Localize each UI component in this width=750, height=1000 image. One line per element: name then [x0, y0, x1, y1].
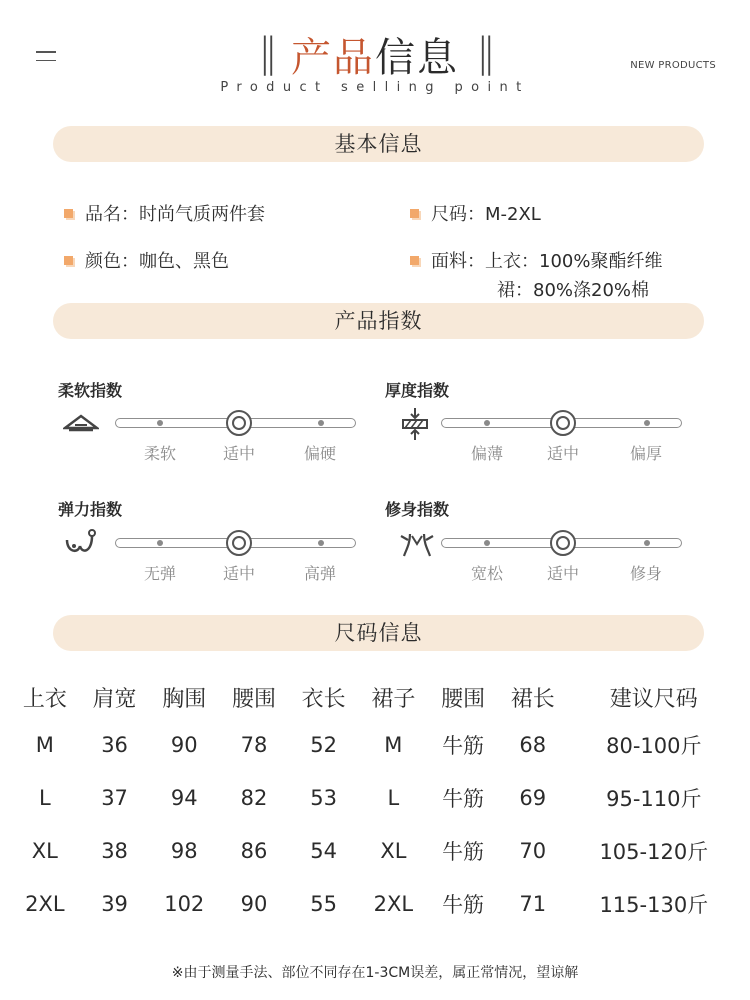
table-cell: 52 [310, 732, 338, 757]
index-dot [484, 420, 490, 426]
index-dot [644, 540, 650, 546]
table-cell: 55 [310, 891, 338, 916]
info-fabric [410, 247, 662, 273]
index-label: 偏厚 [629, 444, 662, 463]
table-cell: 80-100斤 [606, 733, 702, 758]
info-name-text: 品名：时尚气质两件套 [85, 204, 265, 225]
page-subtitle: Product selling point [220, 80, 530, 95]
table-cell: 38 [101, 838, 128, 863]
table-cell: 98 [170, 838, 198, 863]
table-cell: 82 [240, 785, 268, 810]
index-label: 柔软 [143, 444, 176, 463]
bullet-icon [410, 209, 419, 218]
header-skirt-waist: 腰围 [441, 686, 486, 712]
size-table-header [10, 676, 740, 718]
section-product-index: 产品指数 [53, 303, 704, 339]
info-color-text: 颜色：咖色、黑色 [85, 251, 229, 272]
size-table [10, 676, 740, 930]
table-cell: 37 [101, 785, 128, 810]
table-cell: L [39, 785, 51, 810]
header-top: 上衣 [22, 686, 67, 712]
table-row [10, 877, 740, 930]
table-cell: 36 [101, 732, 128, 757]
thickness-icon [400, 406, 430, 442]
page-title [0, 26, 750, 83]
index-label: 适中 [546, 444, 579, 463]
header-bust: 胸围 [162, 686, 207, 712]
table-cell: 90 [240, 891, 268, 916]
index-dot [157, 420, 163, 426]
table-cell: M [384, 732, 403, 757]
index-dot [644, 420, 650, 426]
table-cell: 牛筋 [442, 892, 485, 917]
info-fabric-text: 面料：上衣：100%聚酯纤维 [431, 251, 663, 272]
table-cell: XL [380, 838, 407, 863]
index-marker-elastic [226, 530, 252, 556]
table-cell: 105-120斤 [599, 839, 709, 864]
index-label: 宽松 [470, 564, 503, 583]
index-dot [318, 540, 324, 546]
index-title-elastic: 弹力指数 [58, 500, 123, 519]
table-cell: 115-130斤 [599, 892, 709, 917]
table-cell: 71 [519, 891, 547, 916]
measurement-note: ※由于测量手法、部位不同存在1-3CM误差，属正常情况，望谅解 [171, 965, 579, 981]
index-dot [484, 540, 490, 546]
table-row [10, 718, 740, 771]
index-label: 高弹 [303, 564, 336, 583]
table-cell: 53 [310, 785, 338, 810]
new-products-label: NEW PRODUCTS [630, 60, 716, 71]
index-title-fit: 修身指数 [385, 500, 450, 519]
section-basic-info: 基本信息 [53, 126, 704, 162]
table-cell: 牛筋 [442, 733, 485, 758]
bullet-icon [64, 209, 73, 218]
index-dot [157, 540, 163, 546]
index-title-soft: 柔软指数 [58, 381, 123, 400]
table-cell: M [35, 732, 54, 757]
title-bar-right: ‖ [476, 30, 496, 76]
table-cell: 94 [170, 785, 198, 810]
table-row [10, 771, 740, 824]
index-label: 适中 [222, 564, 255, 583]
info-color [64, 247, 229, 273]
elastic-icon [64, 528, 98, 558]
table-cell: L [387, 785, 400, 810]
info-name [64, 200, 265, 226]
header-skirt: 裙子 [371, 686, 416, 712]
index-dot [318, 420, 324, 426]
page-title-dark: 信息 [375, 35, 459, 81]
table-cell: 牛筋 [442, 839, 485, 864]
table-cell: 90 [170, 732, 198, 757]
info-size-text: 尺码：M-2XL [431, 204, 541, 225]
table-cell: XL [31, 838, 58, 863]
index-label: 无弹 [143, 564, 176, 583]
table-cell: 102 [164, 891, 205, 916]
header-top-length: 衣长 [301, 686, 346, 712]
header-suggested-size: 建议尺码 [609, 686, 698, 712]
table-cell: 78 [240, 732, 268, 757]
info-size [410, 200, 541, 226]
index-label: 适中 [222, 444, 255, 463]
page-title-accent: 产品 [291, 35, 375, 81]
fit-icon [398, 530, 436, 558]
table-cell: 70 [519, 838, 547, 863]
index-marker-fit [550, 530, 576, 556]
table-cell: 2XL [373, 891, 414, 916]
title-bar-left: ‖ [258, 30, 278, 76]
index-marker-thickness [550, 410, 576, 436]
index-title-thickness: 厚度指数 [385, 381, 450, 400]
info-fabric-line2: 裙：80%涤20%棉 [497, 280, 650, 301]
table-cell: 69 [519, 785, 547, 810]
header-shoulder: 肩宽 [92, 686, 137, 712]
table-cell: 68 [519, 732, 547, 757]
table-cell: 54 [310, 838, 338, 863]
table-cell: 39 [101, 891, 128, 916]
index-label: 修身 [629, 564, 662, 583]
table-cell: 95-110斤 [606, 786, 702, 811]
index-label: 偏薄 [470, 444, 503, 463]
index-label: 适中 [546, 564, 579, 583]
table-cell: 2XL [25, 891, 65, 916]
table-cell: 牛筋 [442, 786, 485, 811]
table-row [10, 824, 740, 877]
header-waist: 腰围 [231, 686, 276, 712]
index-marker-soft [226, 410, 252, 436]
section-size-info: 尺码信息 [53, 615, 704, 651]
bullet-icon [64, 256, 73, 265]
table-cell: 86 [240, 838, 268, 863]
soft-icon [63, 410, 99, 434]
bullet-icon [410, 256, 419, 265]
header-skirt-length: 裙长 [510, 686, 555, 712]
index-label: 偏硬 [303, 444, 336, 463]
